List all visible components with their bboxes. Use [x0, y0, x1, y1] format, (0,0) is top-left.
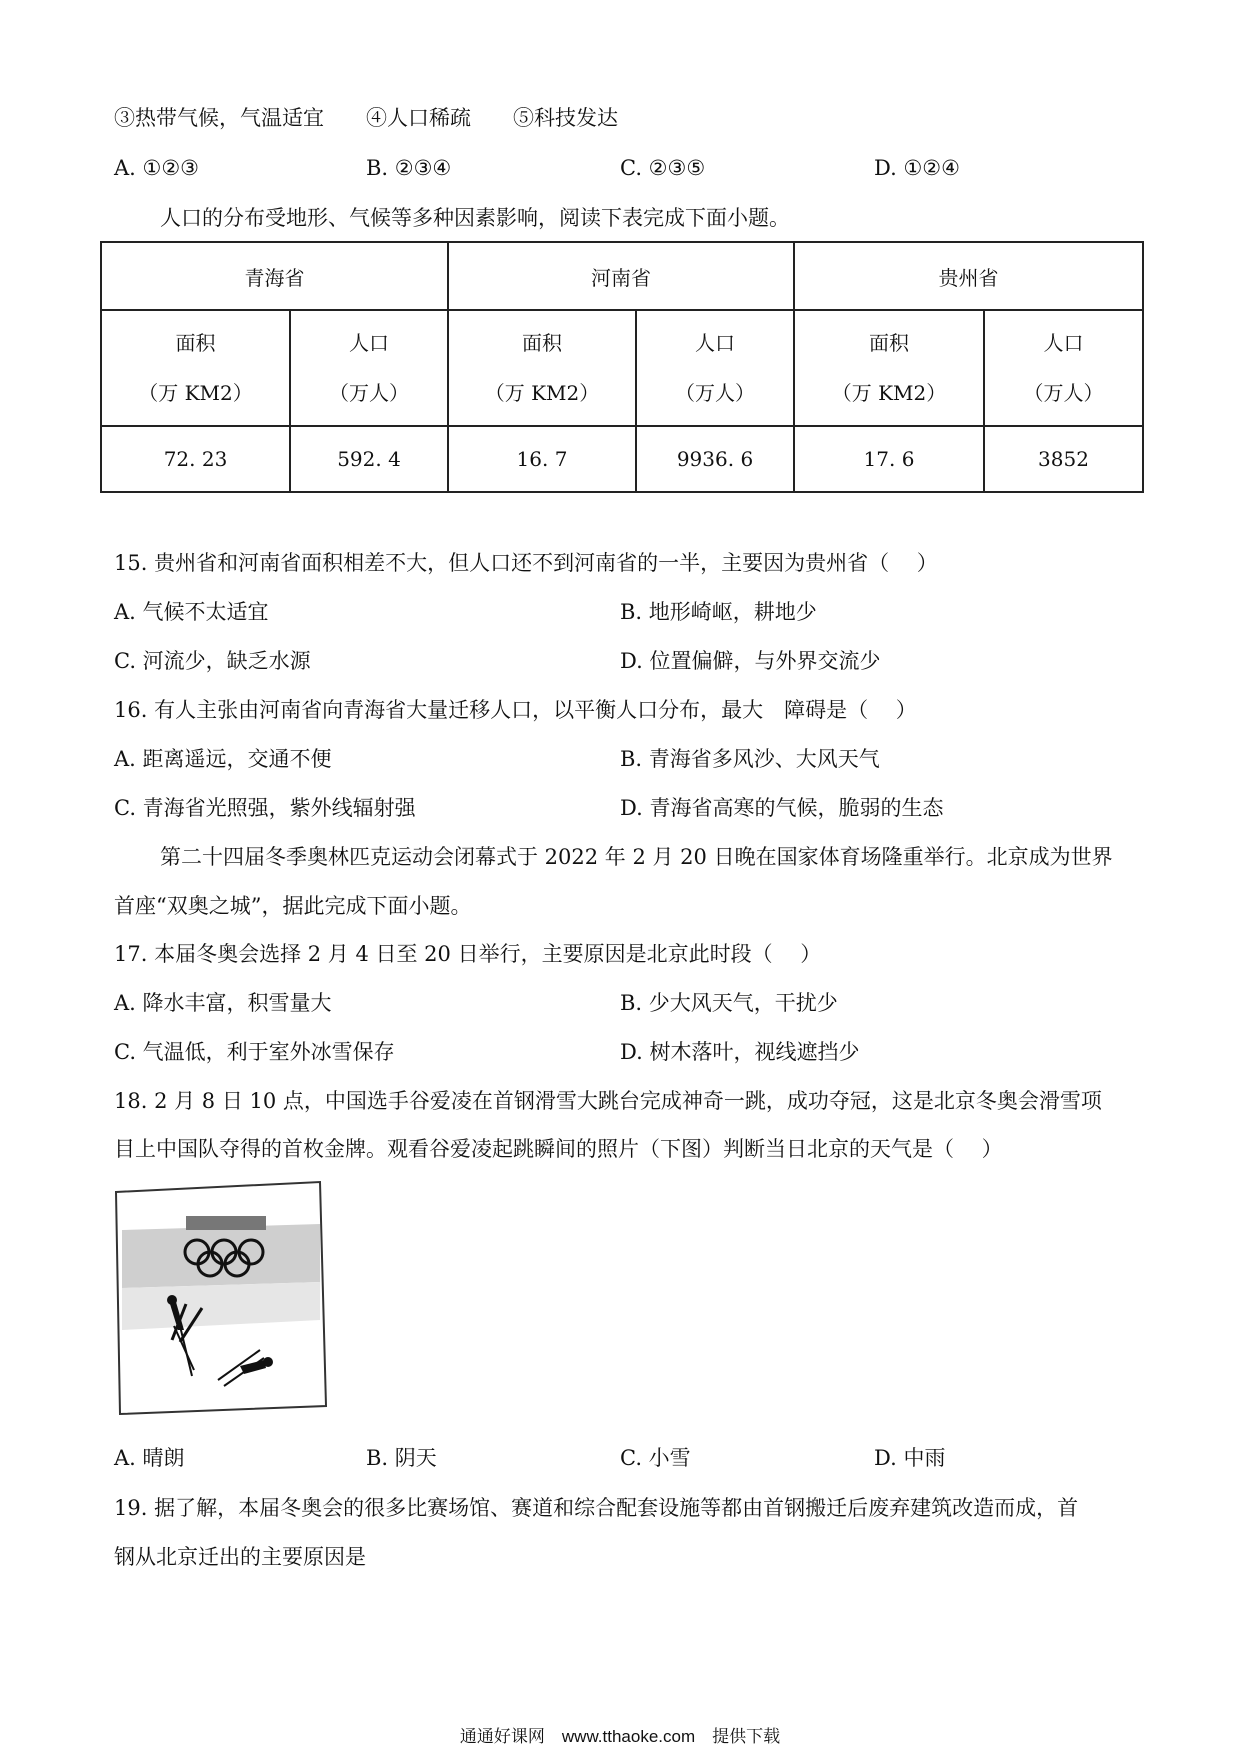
- q17-option-d: D. 树木落叶，视线遮挡少: [620, 1040, 860, 1064]
- q15-option-c: C. 河流少，缺乏水源: [114, 649, 311, 673]
- q15-stem: 15. 贵州省和河南省面积相差不大，但人口还不到河南省的一半，主要因为贵州省（ ）: [114, 551, 938, 575]
- henan-pop-value: 9936. 6: [636, 426, 794, 492]
- q14-items: ③热带气候，气温适宜 ④人口稀疏 ⑤科技发达: [114, 106, 618, 130]
- olympics-intro-line2: 首座“双奥之城”，据此完成下面小题。: [114, 894, 472, 918]
- qinghai-pop-header: 人口 （万人）: [290, 310, 448, 426]
- q17-option-a: A. 降水丰富，积雪量大: [114, 991, 332, 1015]
- henan-area-value: 16. 7: [448, 426, 636, 492]
- q14-option-b: B. ②③④: [366, 156, 452, 180]
- q16-option-b: B. 青海省多风沙、大风天气: [620, 747, 880, 771]
- q16-stem: 16. 有人主张由河南省向青海省大量迁移人口，以平衡人口分布，最大 障碍是（ ）: [114, 698, 917, 722]
- q16-option-d: D. 青海省高寒的气候，脆弱的生态: [620, 796, 944, 820]
- q18-option-a: A. 晴朗: [114, 1446, 185, 1470]
- olympics-intro-line1: 第二十四届冬季奥林匹克运动会闭幕式于 2022 年 2 月 20 日晚在国家体育场隆重举行。北京成为世界: [160, 845, 1113, 869]
- henan-area-header: 面积 （万 KM2）: [448, 310, 636, 426]
- q16-option-a: A. 距离遥远，交通不便: [114, 747, 332, 771]
- header-guizhou: 贵州省: [794, 242, 1143, 310]
- q18-option-d: D. 中雨: [874, 1446, 946, 1470]
- photo-banner: [186, 1216, 266, 1230]
- henan-pop-header: 人口 （万人）: [636, 310, 794, 426]
- qinghai-pop-value: 592. 4: [290, 426, 448, 492]
- guizhou-pop-header: 人口 （万人）: [984, 310, 1143, 426]
- q18-option-c: C. 小雪: [620, 1446, 691, 1470]
- qinghai-area-value: 72. 23: [101, 426, 290, 492]
- q17-stem: 17. 本届冬奥会选择 2 月 4 日至 20 日举行，主要原因是北京此时段（ ）: [114, 942, 822, 966]
- q19-stem-line2: 钢从北京迁出的主要原因是: [114, 1545, 366, 1569]
- header-qinghai: 青海省: [101, 242, 448, 310]
- guizhou-pop-value: 3852: [984, 426, 1143, 492]
- q16-option-c: C. 青海省光照强，紫外线辐射强: [114, 796, 416, 820]
- q14-option-a: A. ①②③: [114, 156, 199, 180]
- q17-option-c: C. 气温低，利于室外冰雪保存: [114, 1040, 395, 1064]
- photo-backdrop: [122, 1224, 320, 1288]
- q18-stem-line1: 18. 2 月 8 日 10 点，中国选手谷爱凌在首钢滑雪大跳台完成神奇一跳，成功夺冠，这是北京冬奥会滑雪项: [114, 1089, 1102, 1113]
- header-henan: 河南省: [448, 242, 794, 310]
- guizhou-area-value: 17. 6: [794, 426, 984, 492]
- guizhou-area-header: 面积 （万 KM2）: [794, 310, 984, 426]
- population-table: [100, 241, 1144, 493]
- q14-option-c: C. ②③⑤: [620, 156, 706, 180]
- q18-stem-line2: 目上中国队夺得的首枚金牌。观看谷爱凌起跳瞬间的照片（下图）判断当日北京的天气是（ ）: [114, 1137, 1003, 1161]
- q19-stem-line1: 19. 据了解，本届冬奥会的很多比赛场馆、赛道和综合配套设施等都由首钢搬迁后废弃建筑改造而成，首: [114, 1496, 1079, 1520]
- qinghai-area-header: 面积 （万 KM2）: [101, 310, 290, 426]
- q14-option-d: D. ①②④: [874, 156, 960, 180]
- q15-option-b: B. 地形崎岖，耕地少: [620, 600, 817, 624]
- table-intro: 人口的分布受地形、气候等多种因素影响，阅读下表完成下面小题。: [160, 206, 790, 230]
- page-footer[interactable]: 通通好课网 www.tthaoke.com 提供下载: [459, 1727, 781, 1746]
- q17-option-b: B. 少大风天气，干扰少: [620, 991, 838, 1015]
- q18-option-b: B. 阴天: [366, 1446, 437, 1470]
- q15-option-a: A. 气候不太适宜: [114, 600, 269, 624]
- ski-jump-photo: [114, 1180, 328, 1416]
- q15-option-d: D. 位置偏僻，与外界交流少: [620, 649, 881, 673]
